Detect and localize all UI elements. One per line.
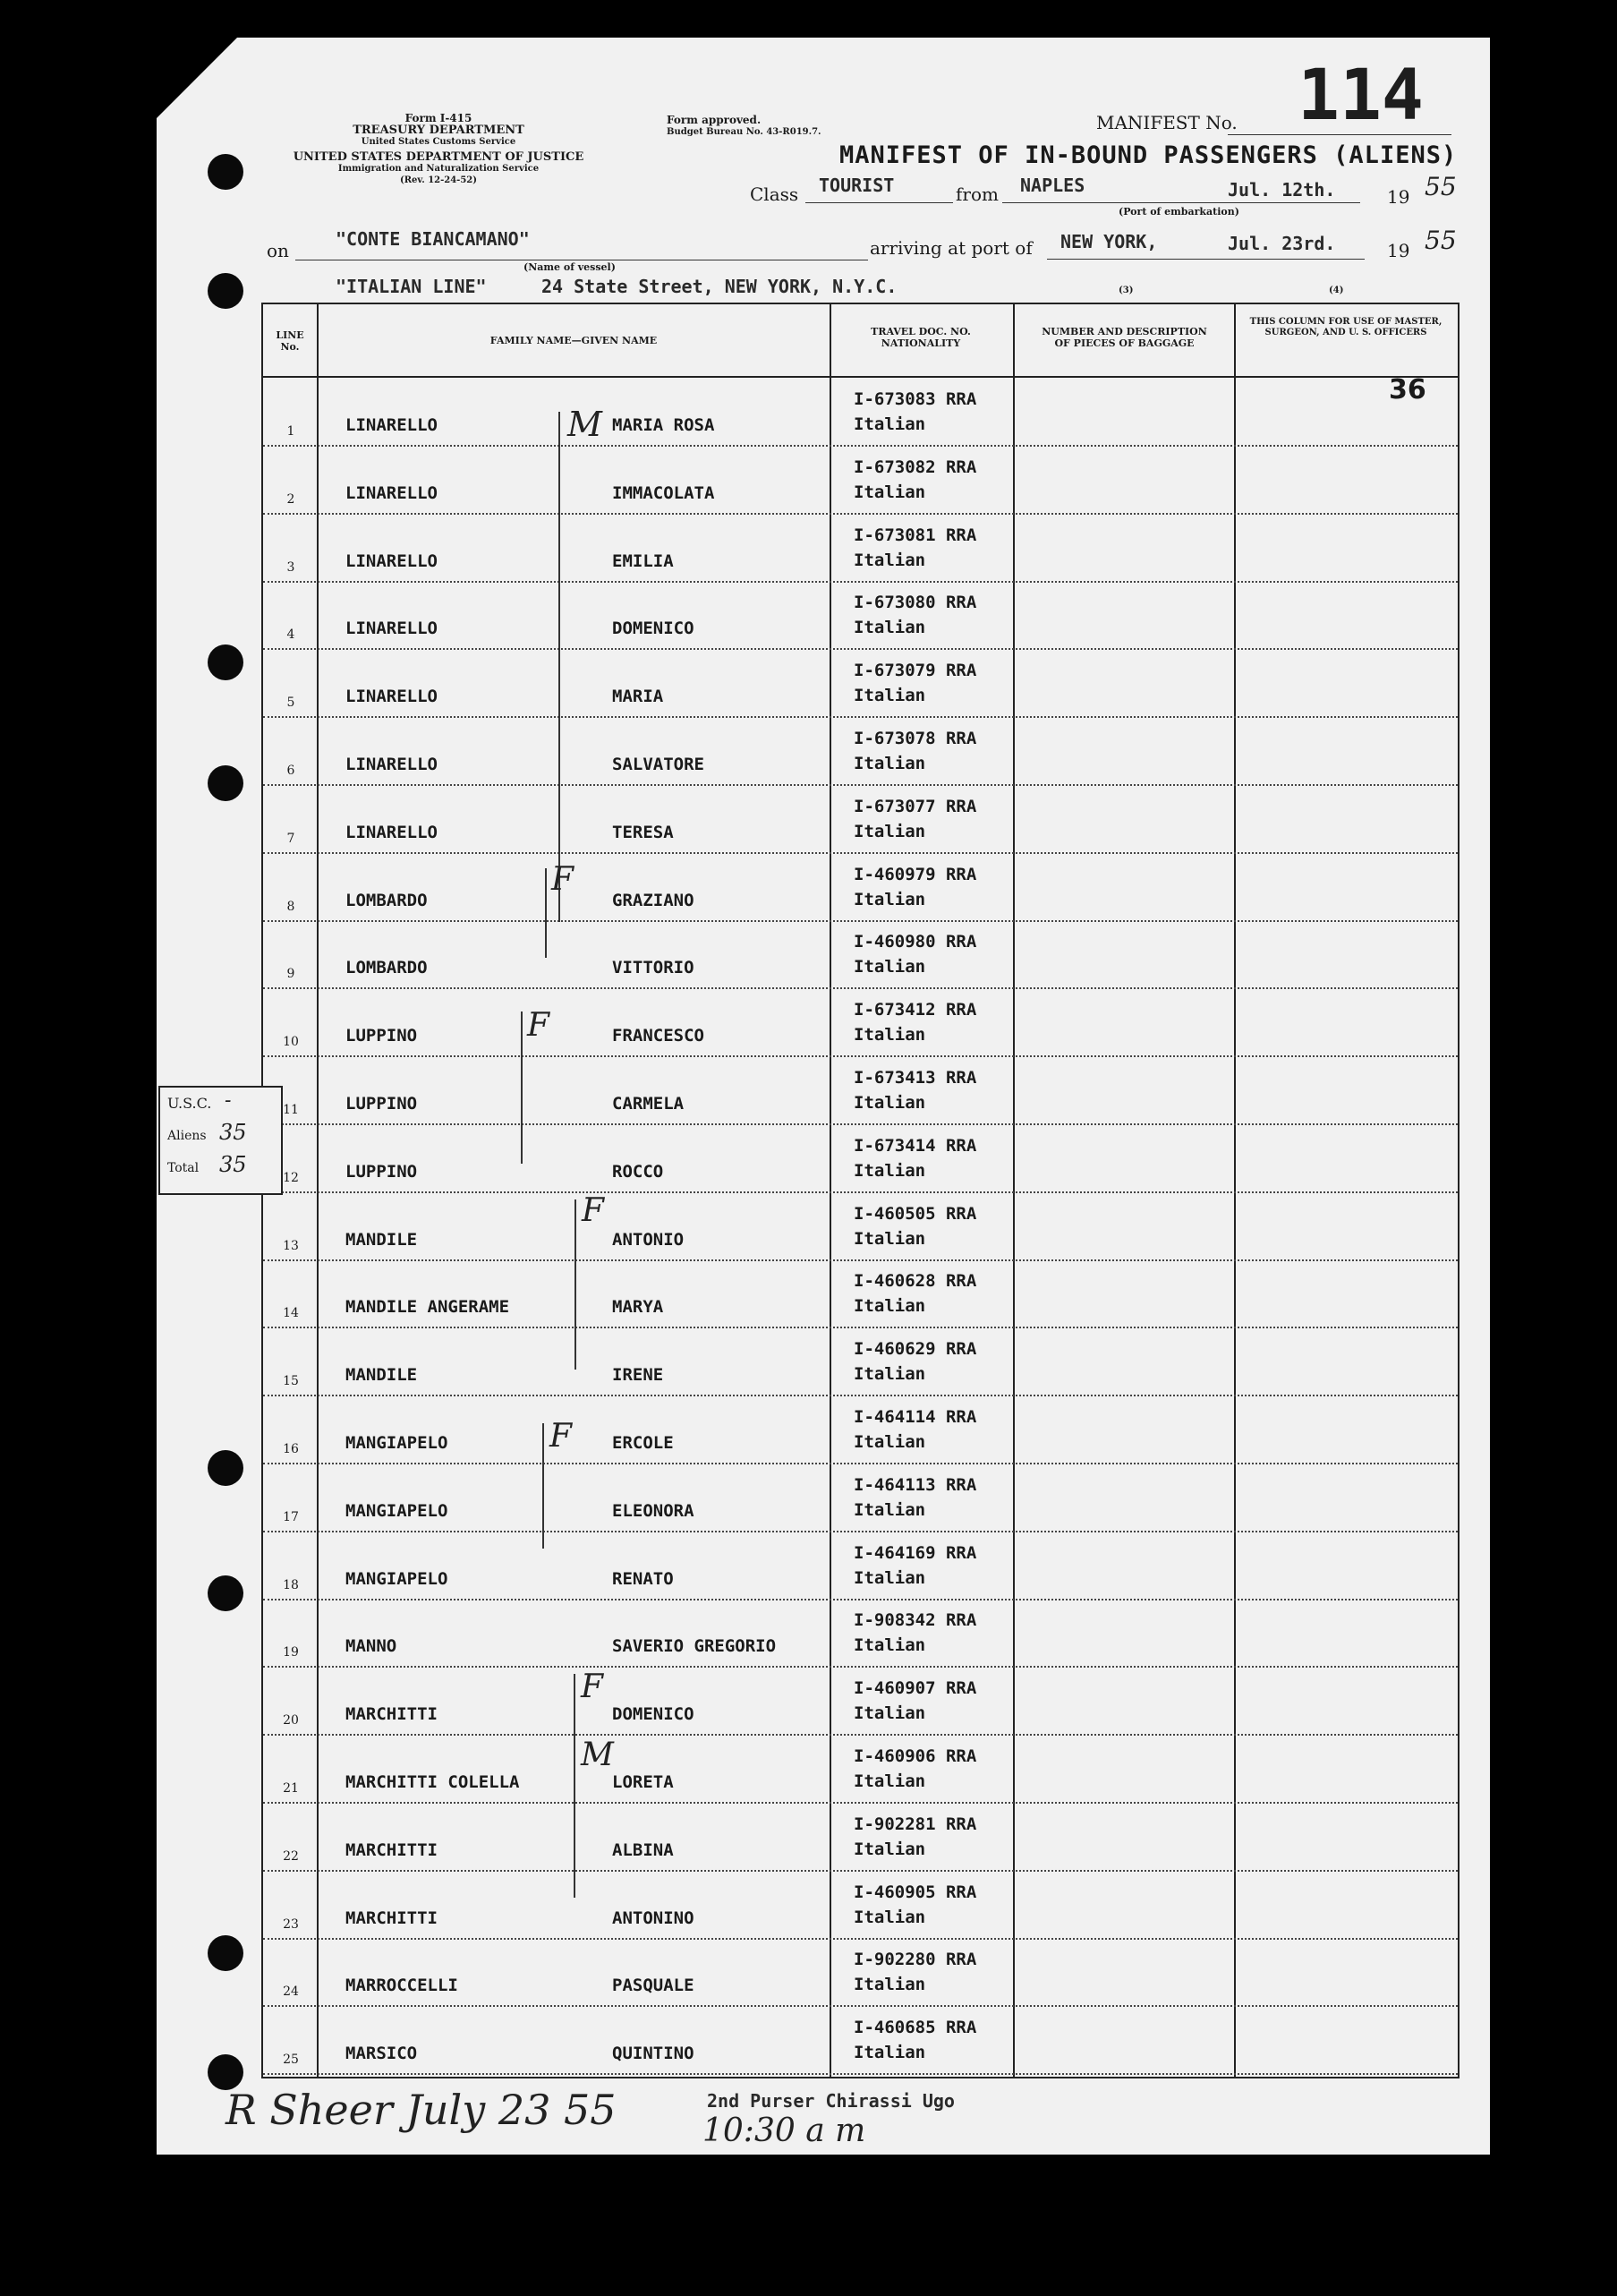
col-header-line: LINE No. [276, 329, 304, 353]
line-number: 15 [283, 1374, 299, 1389]
class-value: TOURIST [819, 175, 895, 196]
travel-doc [854, 726, 976, 776]
handwritten-time: 10:30 a m [702, 2112, 866, 2149]
treasury-department: TREASURY DEPARTMENT [353, 124, 524, 137]
doc-number: I-673412 RRA [854, 1000, 977, 1020]
table-row [263, 853, 1458, 922]
nationality: Italian [854, 1364, 926, 1385]
family-name: LINARELLO [345, 687, 438, 707]
family-mark-f: F [582, 1192, 604, 1229]
given-name: GRAZIANO [612, 890, 694, 910]
family-bracket [558, 412, 560, 922]
total-label: Total [167, 1161, 200, 1175]
doc-number: I-464113 RRA [854, 1474, 977, 1495]
line-number: 22 [283, 1848, 299, 1864]
form-number: Form I-415 [404, 112, 472, 124]
travel-doc [854, 1404, 976, 1455]
travel-doc [854, 1201, 976, 1251]
travel-doc [854, 862, 976, 912]
table-row [263, 446, 1458, 515]
given-name: MARIA ROSA [612, 415, 715, 435]
family-name: MARSICO [345, 2044, 418, 2064]
line-number: 19 [283, 1645, 299, 1660]
departure-year-prefix: 19 [1387, 186, 1410, 208]
binder-hole [208, 2054, 243, 2090]
family-name: LINARELLO [345, 755, 438, 774]
binder-hole [208, 765, 243, 801]
nationality: Italian [854, 1635, 926, 1656]
table-row [263, 1056, 1458, 1125]
family-bracket [574, 1199, 576, 1370]
manifest-number: 114 [1298, 55, 1424, 136]
family-mark-f: F [549, 1418, 572, 1455]
line-number: 14 [283, 1306, 299, 1321]
family-bracket [574, 1674, 575, 1898]
table-row [263, 1803, 1458, 1872]
passenger-table [261, 303, 1460, 2078]
family-bracket [545, 868, 547, 958]
table-row [263, 1735, 1458, 1804]
line-number: 18 [283, 1577, 299, 1592]
line-number: 8 [286, 899, 295, 914]
line-number: 10 [283, 1035, 299, 1050]
line-number: 3 [286, 559, 295, 575]
nationality: Italian [854, 482, 926, 502]
table-row [263, 1327, 1458, 1396]
table-row [263, 1396, 1458, 1464]
family-mark-f: F [581, 1669, 603, 1705]
line-number: 5 [286, 696, 295, 711]
family-name: LINARELLO [345, 482, 438, 503]
doc-number: I-902280 RRA [854, 1950, 977, 1970]
line-number: 17 [283, 1509, 299, 1524]
line-number: 13 [283, 1238, 299, 1253]
purser-signature: 2nd Purser Chirassi Ugo [707, 2090, 955, 2112]
given-name: SAVERIO GREGORIO [612, 1636, 777, 1657]
doc-number: I-460979 RRA [854, 864, 977, 884]
line-number: 9 [286, 967, 295, 982]
usc-value: - [225, 1089, 232, 1112]
family-name: LINARELLO [345, 619, 438, 639]
table-row [263, 920, 1458, 989]
departure-year: 55 [1425, 172, 1457, 201]
nationality: Italian [854, 889, 926, 909]
travel-doc [854, 1608, 976, 1658]
doc-number: I-673078 RRA [854, 729, 977, 748]
nationality: Italian [854, 821, 926, 841]
folded-corner [157, 38, 237, 118]
doc-number: I-673077 RRA [854, 796, 977, 816]
travel-doc [854, 1812, 976, 1862]
total-value: 35 [219, 1152, 247, 1177]
family-bracket [542, 1423, 544, 1549]
travel-doc [854, 590, 976, 640]
travel-doc [854, 1268, 976, 1319]
family-mark-m: M [567, 405, 602, 444]
family-name: MARCHITTI [345, 1839, 438, 1860]
doc-number: I-908342 RRA [854, 1610, 977, 1631]
revision-date: (Rev. 12-24-52) [400, 175, 477, 185]
doc-number: I-460629 RRA [854, 1339, 977, 1360]
family-name: LOMBARDO [345, 890, 428, 910]
handwritten-signature: R Sheer July 23 55 [226, 2086, 617, 2134]
doc-number: I-464114 RRA [854, 1407, 977, 1427]
given-name: CARMELA [612, 1094, 685, 1114]
arrival-year-prefix: 19 [1387, 240, 1410, 261]
nationality: Italian [854, 550, 926, 570]
doc-number: I-673414 RRA [854, 1135, 977, 1156]
nationality: Italian [854, 1839, 926, 1859]
table-row [263, 2006, 1458, 2075]
col-header-name: FAMILY NAME—GIVEN NAME [489, 335, 658, 346]
given-name: IRENE [612, 1365, 664, 1386]
given-name: ANTONIO [612, 1229, 685, 1250]
vessel-name: "CONTE BIANCAMANO" [336, 228, 530, 250]
from-label: from [956, 184, 999, 205]
travel-doc [854, 658, 976, 708]
vessel-label: (Name of vessel) [523, 261, 616, 273]
travel-doc [854, 929, 976, 979]
given-name: ELEONORA [612, 1500, 694, 1521]
given-name: QUINTINO [612, 2044, 694, 2064]
nationality: Italian [854, 618, 926, 638]
doc-number: I-673080 RRA [854, 593, 977, 613]
given-name: EMILIA [612, 551, 674, 571]
justice-department: UNITED STATES DEPARTMENT OF JUSTICE [293, 150, 584, 164]
col-header-baggage: NUMBER AND DESCRIPTION OF PIECES OF BAGGAGE [1042, 326, 1207, 349]
given-name: MARIA [612, 687, 664, 707]
table-row [263, 1938, 1458, 2007]
table-row [263, 514, 1458, 583]
arrival-date: Jul. 23rd. [1228, 233, 1336, 254]
table-row [263, 1667, 1458, 1736]
doc-number: I-673413 RRA [854, 1068, 977, 1088]
binder-hole [208, 273, 243, 309]
from-port: NAPLES [1020, 175, 1085, 196]
nationality: Italian [854, 1093, 926, 1113]
aliens-value: 35 [219, 1120, 247, 1145]
line-number: 20 [283, 1713, 299, 1728]
doc-number: I-464169 RRA [854, 1542, 977, 1563]
doc-number: I-673082 RRA [854, 457, 977, 477]
travel-doc [854, 1947, 976, 1997]
arriving-label: arriving at port of [870, 237, 1033, 259]
family-name: MANGIAPELO [345, 1500, 448, 1521]
col-header-doc: TRAVEL DOC. NO. NATIONALITY [871, 326, 971, 349]
table-row [263, 581, 1458, 650]
family-name: LUPPINO [345, 1026, 418, 1046]
from-underline [1002, 202, 1360, 203]
table-row [263, 1532, 1458, 1600]
nationality: Italian [854, 1771, 926, 1791]
column-marker-4: (4) [1329, 286, 1344, 295]
departure-date: Jul. 12th. [1228, 179, 1336, 201]
family-name: LOMBARDO [345, 958, 428, 978]
aliens-label: Aliens [167, 1129, 207, 1143]
travel-doc [854, 1744, 976, 1794]
doc-number: I-673081 RRA [854, 525, 977, 545]
travel-doc [854, 455, 976, 505]
given-name: PASQUALE [612, 1976, 694, 1996]
family-name: MANNO [345, 1636, 397, 1657]
nationality: Italian [854, 1432, 926, 1452]
given-name: ERCOLE [612, 1433, 674, 1453]
travel-doc [854, 1676, 976, 1726]
binder-hole [208, 1450, 243, 1486]
family-name: MANDILE [345, 1229, 418, 1250]
travel-doc [854, 997, 976, 1047]
table-row [263, 717, 1458, 786]
family-name: MARCHITTI COLELLA [345, 1772, 520, 1792]
nationality: Italian [854, 1567, 926, 1588]
nationality: Italian [854, 1160, 926, 1181]
given-name: VITTORIO [612, 958, 694, 978]
family-name: MARCHITTI [345, 1704, 438, 1725]
nationality: Italian [854, 1025, 926, 1046]
table-row [263, 649, 1458, 718]
line-number: 6 [286, 764, 295, 778]
given-name: IMMACOLATA [612, 482, 715, 503]
nationality: Italian [854, 1228, 926, 1249]
budget-bureau: Budget Bureau No. 43-R019.7. [667, 127, 821, 137]
travel-doc [854, 1133, 976, 1183]
manifest-number-label: MANIFEST No. [1096, 112, 1238, 133]
doc-number: I-673079 RRA [854, 661, 977, 681]
family-mark-m: M [581, 1737, 614, 1773]
line-number: 2 [286, 491, 295, 507]
given-name: ROCCO [612, 1161, 664, 1182]
doc-number: I-460628 RRA [854, 1271, 977, 1292]
family-mark-f: F [527, 1007, 549, 1044]
port-embarkation-label: (Port of embarkation) [1119, 206, 1239, 218]
table-row [263, 1124, 1458, 1193]
given-name: TERESA [612, 822, 674, 842]
doc-number: I-460905 RRA [854, 1882, 977, 1902]
family-name: MANGIAPELO [345, 1433, 448, 1453]
family-name: LINARELLO [345, 551, 438, 571]
given-name: DOMENICO [612, 1704, 694, 1725]
given-name: FRANCESCO [612, 1026, 704, 1046]
doc-number: I-460980 RRA [854, 932, 977, 952]
doc-number: I-460907 RRA [854, 1678, 977, 1699]
binder-hole [208, 154, 243, 190]
line-number: 7 [286, 831, 295, 846]
table-row [263, 1259, 1458, 1328]
binder-hole [208, 1575, 243, 1611]
given-name: LORETA [612, 1772, 674, 1792]
immigration-service: Immigration and Naturalization Service [337, 164, 540, 174]
table-row [263, 1192, 1458, 1261]
usc-label: U.S.C. [167, 1095, 212, 1112]
nationality: Italian [854, 2043, 926, 2063]
travel-doc [854, 523, 976, 573]
line-number: 1 [286, 424, 295, 439]
form-approval [667, 115, 821, 138]
doc-number: I-460906 RRA [854, 1746, 977, 1766]
binder-hole [208, 644, 243, 680]
line-number: 24 [283, 1984, 299, 2000]
nationality: Italian [854, 1907, 926, 1927]
table-row [263, 785, 1458, 854]
nationality: Italian [854, 1296, 926, 1317]
line-number: 23 [283, 1916, 299, 1932]
nationality: Italian [854, 754, 926, 773]
family-mark-f: F [551, 861, 574, 898]
doc-number: I-902281 RRA [854, 1814, 977, 1834]
given-name: RENATO [612, 1568, 674, 1589]
nationality: Italian [854, 1703, 926, 1724]
table-row [263, 378, 1458, 447]
table-row [263, 988, 1458, 1057]
line-number: 21 [283, 1781, 299, 1796]
doc-number: I-460685 RRA [854, 2018, 977, 2038]
form-header-left [260, 113, 617, 186]
doc-number: I-673083 RRA [854, 389, 977, 409]
form-approved: Form approved. [667, 114, 762, 126]
travel-doc [854, 1336, 976, 1387]
class-label: Class [750, 184, 799, 205]
line-address: 24 State Street, NEW YORK, N.Y.C. [541, 276, 898, 297]
family-name: LUPPINO [345, 1094, 418, 1114]
travel-doc [854, 794, 976, 844]
table-row [263, 1599, 1458, 1668]
manifest-title: MANIFEST OF IN-BOUND PASSENGERS (ALIENS) [839, 141, 1458, 169]
table-row [263, 1871, 1458, 1940]
arrival-port: NEW YORK, [1060, 231, 1158, 252]
nationality: Italian [854, 414, 926, 434]
family-name: MANGIAPELO [345, 1568, 448, 1589]
arrival-underline [1047, 259, 1365, 260]
nationality: Italian [854, 686, 926, 706]
nationality: Italian [854, 957, 926, 977]
customs-service: United States Customs Service [361, 137, 516, 147]
family-name: LUPPINO [345, 1161, 418, 1182]
line-number: 11 [283, 1103, 299, 1117]
given-name: SALVATORE [612, 755, 704, 774]
travel-doc [854, 2015, 976, 2065]
doc-number: I-460505 RRA [854, 1203, 977, 1224]
family-name: LINARELLO [345, 822, 438, 842]
class-underline [805, 202, 953, 203]
travel-doc [854, 1880, 976, 1930]
family-name: MANDILE [345, 1365, 418, 1386]
family-name: MARCHITTI [345, 1908, 438, 1928]
line-number: 16 [283, 1442, 299, 1456]
given-name: MARYA [612, 1297, 664, 1318]
line-number: 12 [283, 1170, 299, 1185]
count-stamp [158, 1086, 283, 1195]
family-name: MANDILE ANGERAME [345, 1297, 510, 1318]
travel-doc [854, 1472, 976, 1523]
officer-note: 36 [1389, 374, 1426, 405]
nationality: Italian [854, 1499, 926, 1520]
binder-hole [208, 1935, 243, 1971]
col-header-officers: THIS COLUMN FOR USE OF MASTER, SURGEON, AND U. S. OFFICERS [1249, 317, 1443, 337]
family-name: MARROCCELLI [345, 1976, 458, 1996]
family-name: LINARELLO [345, 415, 438, 435]
given-name: DOMENICO [612, 619, 694, 639]
travel-doc [854, 387, 976, 437]
nationality: Italian [854, 1975, 926, 1995]
line-number: 4 [286, 627, 295, 643]
given-name: ANTONINO [612, 1908, 694, 1928]
arrival-year: 55 [1425, 226, 1457, 255]
given-name: ALBINA [612, 1839, 674, 1860]
shipping-line: "ITALIAN LINE" [336, 276, 487, 297]
travel-doc [854, 1541, 976, 1591]
column-marker-3: (3) [1119, 286, 1134, 295]
line-number: 25 [283, 2053, 299, 2068]
family-bracket [521, 1011, 523, 1164]
travel-doc [854, 1065, 976, 1115]
on-label: on [267, 240, 289, 261]
table-row [263, 1464, 1458, 1532]
